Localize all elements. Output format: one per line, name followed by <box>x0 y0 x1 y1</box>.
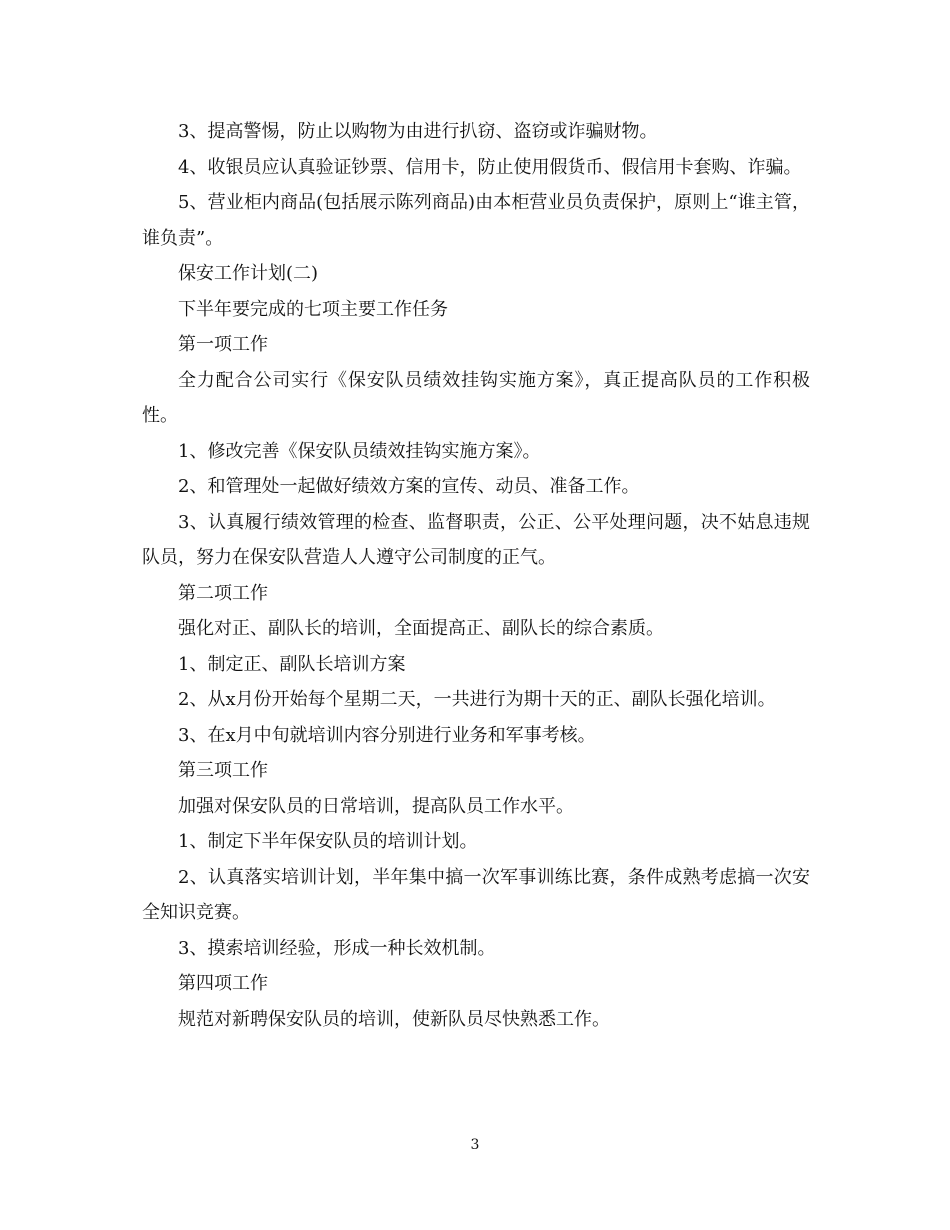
paragraph: 3、在x月中旬就培训内容分别进行业务和军事考核。 <box>178 724 596 746</box>
task-heading: 第一项工作 <box>178 334 268 355</box>
paragraph: 加强对保安队员的日常培训，提高队员工作水平。 <box>178 795 574 817</box>
paragraph: 3、提高警惕，防止以购物为由进行扒窃、盗窃或诈骗财物。 <box>178 121 658 142</box>
task-heading: 第三项工作 <box>178 760 268 781</box>
paragraph: 2、从x月份开始每个星期二天，一共进行为期十天的正、副队长强化培训。 <box>178 689 776 710</box>
task-heading: 第二项工作 <box>178 582 268 604</box>
paragraph: 3、摸索培训经验，形成一种长效机制。 <box>178 937 496 959</box>
paragraph: 1、修改完善《保安队员绩效挂钩实施方案》。 <box>178 440 541 462</box>
paragraph: 2、认真落实培训计划，半年集中搞一次军事训练比赛，条件成熟考虑搞一次安全知识竞赛。 <box>142 866 810 923</box>
paragraph: 规范对新聘保安队员的培训，使新队员尽快熟悉工作。 <box>178 1008 610 1030</box>
section-subheading: 下半年要完成的七项主要工作任务 <box>178 298 448 320</box>
section-heading: 保安工作计划(二) <box>178 263 319 284</box>
paragraph: 强化对正、副队长的培训，全面提高正、副队长的综合素质。 <box>178 618 664 639</box>
paragraph: 1、制定下半年保安队员的培训计划。 <box>178 831 478 852</box>
paragraph: 3、认真履行绩效管理的检查、监督职责，公正、公平处理问题，决不姑息违规队员，努力在保安队营造人人遵守公司制度的正气。 <box>142 511 810 568</box>
paragraph: 4、收银员应认真验证钞票、信用卡，防止使用假货币、假信用卡套购、诈骗。 <box>178 156 802 178</box>
page-number: 3 <box>470 1137 480 1153</box>
task-heading: 第四项工作 <box>178 973 268 994</box>
paragraph: 5、营业柜内商品(包括展示陈列商品)由本柜营业员负责保护，原则上“谁主管，谁负责”。 <box>142 192 810 249</box>
document-body <box>142 114 810 1037</box>
paragraph: 全力配合公司实行《保安队员绩效挂钩实施方案》，真正提高队员的工作积极性。 <box>142 369 810 426</box>
paragraph: 2、和管理处一起做好绩效方案的宣传、动员、准备工作。 <box>178 476 640 497</box>
paragraph: 1、制定正、副队长培训方案 <box>178 653 406 675</box>
